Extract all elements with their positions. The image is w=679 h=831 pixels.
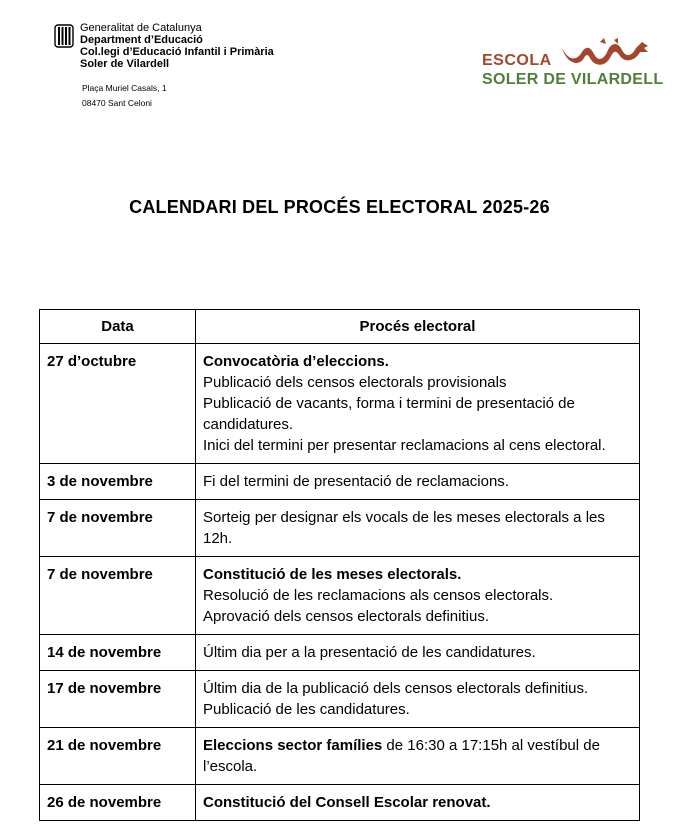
address-line1: Plaça Muriel Casals, 1	[82, 83, 167, 93]
row-line: Aprovació dels censos electorals definitius.	[203, 608, 489, 625]
row-lead: Convocatòria d’eleccions.	[203, 353, 389, 370]
row-text: de 16:30 a 17:15h al vestíbul de l’escola.	[203, 737, 600, 775]
row-date: 17 de novembre	[40, 671, 196, 728]
row-date: 7 de novembre	[40, 557, 196, 635]
row-text: Últim dia per a la presentació de les candidatures.	[203, 644, 536, 661]
column-header-process: Procés electoral	[196, 310, 640, 344]
school-type: Col.legi d’Educació Infantil i Primària	[80, 46, 274, 58]
row-date: 26 de novembre	[40, 785, 196, 821]
school-name: Soler de Vilardell	[80, 58, 170, 70]
school-logo	[482, 38, 662, 98]
row-date: 14 de novembre	[40, 635, 196, 671]
row-description	[196, 671, 640, 728]
row-text: Sorteig per designar els vocals de les meses electorals a les 12h.	[203, 509, 605, 547]
row-description	[196, 635, 640, 671]
row-description	[196, 464, 640, 500]
row-lead: Constitució de les meses electorals.	[203, 566, 462, 583]
electoral-calendar-table	[39, 309, 640, 821]
department-name: Department d’Educació	[80, 34, 203, 46]
table-header-row	[40, 310, 640, 344]
table-row	[40, 635, 640, 671]
page-title: CALENDARI DEL PROCÉS ELECTORAL 2025-26	[129, 197, 550, 217]
table-row	[40, 500, 640, 557]
table-row	[40, 671, 640, 728]
school-logo-line1: ESCOLA	[482, 52, 552, 69]
row-description	[196, 500, 640, 557]
table-row	[40, 557, 640, 635]
dragon-icon	[560, 38, 650, 68]
row-line: Publicació de vacants, forma i termini de presentació de candidatures.	[203, 395, 575, 433]
row-description	[196, 785, 640, 821]
table-row	[40, 728, 640, 785]
row-date: 3 de novembre	[40, 464, 196, 500]
row-date: 21 de novembre	[40, 728, 196, 785]
row-lead: Eleccions sector famílies	[203, 737, 383, 754]
address-line2: 08470 Sant Celoni	[82, 98, 152, 108]
row-date: 7 de novembre	[40, 500, 196, 557]
row-line: Publicació dels censos electorals provisionals	[203, 374, 507, 391]
row-description	[196, 728, 640, 785]
table-row	[40, 344, 640, 464]
row-date: 27 d’octubre	[40, 344, 196, 464]
row-lead: Constitució del Consell Escolar renovat.	[203, 794, 491, 811]
row-text: Fi del termini de presentació de reclamacions.	[203, 473, 509, 490]
generalitat-logo-icon	[54, 24, 74, 48]
gov-name: Generalitat de Catalunya	[80, 22, 202, 34]
row-line: Resolució de les reclamacions als censos electorals.	[203, 587, 554, 604]
row-description	[196, 344, 640, 464]
row-line: Inici del termini per presentar reclamacions al cens electoral.	[203, 437, 606, 454]
school-logo-line2: SOLER DE VILARDELL	[482, 71, 664, 88]
row-text: Últim dia de la publicació dels censos electorals definitius.	[203, 680, 589, 697]
table-row	[40, 785, 640, 821]
column-header-date: Data	[40, 310, 196, 344]
table-row	[40, 464, 640, 500]
row-line: Publicació de les candidatures.	[203, 701, 410, 718]
row-description	[196, 557, 640, 635]
